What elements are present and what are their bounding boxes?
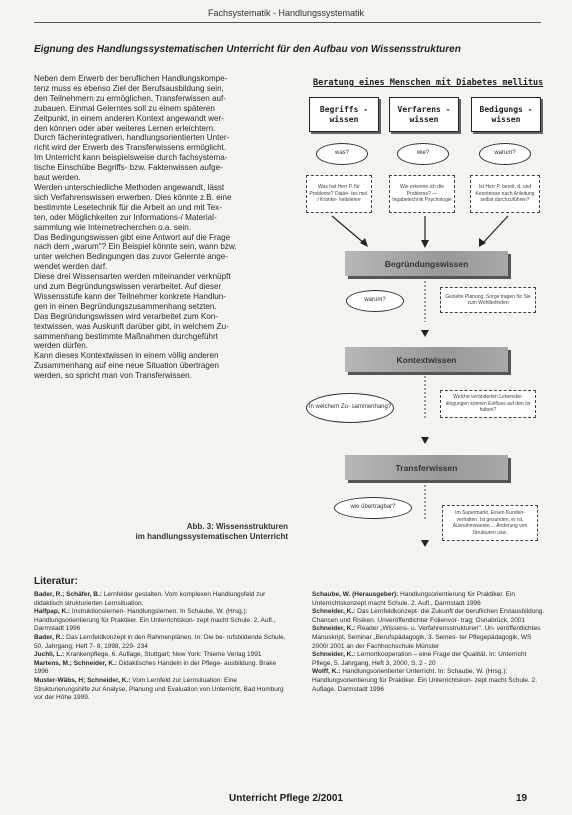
body-line: sammlung wie Internetrecherchen o.a. sein. (34, 222, 192, 232)
body-line: Zeitpunkt, in einem anderen Kontext angewandt wer- (34, 113, 224, 123)
body-text (34, 74, 292, 381)
reference-text: Instruktionslernen- Handlungslernen. In Schaube, W. (Hrsg.): Handlungsorientierung für Praktiker. Ein Unterrichtskon- zept macht Schule. 2. Aufl., Darmstadt 1996 (34, 608, 276, 633)
reference-author: Schaube, W. (Herausgeber): (312, 591, 399, 598)
box-label-line1: Verfarens - (397, 104, 451, 114)
body-line: Werden unterschiedliche Methoden angewandt, lässt (34, 182, 225, 192)
reference-entry (312, 625, 548, 651)
running-header: Fachsystematik - Handlungssystematik (207, 8, 365, 18)
reference-text: Krankenpflege, 6. Auflage, Stuttgart; New York: Thieme Verlag 1991 (64, 651, 262, 659)
box-label-line2: wissen (409, 114, 439, 124)
reference-entry (34, 608, 288, 634)
reference-text: Handlungsorientierung für Praktiker. Ein Unterrichtskonzept macht Schule. 2. Aufl., Darmstadt 1996 (312, 591, 516, 607)
body-line: bestimmte Lesetechnik für die Arbeit an und mit Tex- (34, 202, 222, 212)
banner-begruendungswissen: Begründungswissen (345, 251, 508, 276)
reference-text: Vom Lernfeld zur Lernsituation: Eine Strukturierungshilfe zur Analyse, Planung und Evaluation von Unterricht. Bad Homburg vor der Höhe 1999. (34, 676, 284, 702)
body-line: zubauen. Einmal Gelerntes soll zu einem späteren (34, 103, 215, 113)
body-line: werden, so spricht man von Transferwissen. (34, 371, 192, 381)
body-line: tenz muss es ebenso Ziel der Berufsausbildung sein, (34, 83, 224, 93)
header-rule (34, 22, 541, 23)
body-line: Durch fächerintegrativen, handlungsorientierten Unter- (34, 133, 230, 143)
body-line: Das Begründungswissen wird verarbeitet zum Kon- (34, 311, 218, 321)
reference-author: Martens, M.; Schneider, K.: (34, 659, 118, 667)
footer-journal: Unterricht Pflege 2/2001 (229, 793, 343, 804)
body-line: Neben dem Erwerb der beruflichen Handlungskompe- (34, 74, 228, 83)
reference-text: Das Lernfeldkonzept- die Zukunft der beruflichen Erstausbildung. Chancen und Risiken. Unveröffentlichter Folienvor- trag; Osnabrück, 2001 (312, 608, 545, 624)
reference-text: Handlungsorientierter Unterricht. In: Schaube, W. (Hrsg.): Handlungsorientierung für Praktiker. Ein Unterrichtskon- zept macht Schule. 2. Auflage. Darmstadt 1996 (312, 668, 538, 693)
reference-author: Schneider, K.: (312, 651, 356, 659)
box-label-line1: Begriffs - (319, 104, 369, 114)
reference-entry (312, 591, 548, 608)
knowledge-box-begriffswissen (309, 97, 379, 132)
reference-text: Das Lernfeldkonzept in den Rahmenplänen. In: Die be- rufsbildende Schule, 50. Jahrgang; Heft 7- 8, 1998, 229- 234 (34, 633, 286, 650)
body-line: gen in einen Begründungszusammenhang setzten. (34, 301, 217, 311)
reference-entry (312, 651, 548, 668)
reference-entry (34, 677, 288, 703)
body-line: Das Bedingungswissen gibt eine Antwort auf die Frage (34, 232, 231, 242)
banner-transferwissen: Transferwissen (345, 455, 508, 480)
box-label-line2: wissen (491, 114, 521, 124)
reference-author: Bader, R.: (34, 633, 65, 641)
reference-author: Schneider, K.: (312, 608, 356, 616)
question-oval-was: was? (316, 143, 368, 165)
body-line: Kann dieses Kontextwissen in einem völlig anderen (34, 351, 219, 361)
question-oval-stage3: wie übertragbar? (334, 497, 412, 519)
body-line: nach dem „warum"? Ein Beispiel könnte sein, wann bzw. (34, 242, 237, 252)
body-line: den können oder aber weiteres Lernen erleichtern. (34, 123, 216, 133)
reference-entry (34, 634, 288, 651)
diagram-heading: Beratung eines Menschen mit Diabetes mellitus (313, 78, 544, 88)
box-label-line1: Bedigungs - (479, 104, 533, 114)
literature-column-left (34, 591, 288, 703)
caption-line-2: im handlungssystematischen Unterricht (135, 532, 288, 541)
body-line: tische Einschübe Begriffs- bzw. Faktenwissen aufge- (34, 163, 223, 173)
body-line: richt wird der Erwerb des Transferwissens ermöglicht. (34, 143, 227, 153)
question-oval-stage1: warum? (346, 290, 404, 312)
reference-entry (312, 608, 548, 625)
banner-kontextwissen: Kontextwissen (345, 347, 508, 372)
article-title: Eignung des Handlungssystematischen Unterricht für den Aufbau von Wissensstrukturen (34, 44, 461, 55)
reference-entry (312, 668, 548, 694)
reference-author: Juchli, L.: (34, 651, 65, 659)
knowledge-box-bedingungswissen (471, 97, 541, 132)
reference-author: Bader, R.; Schäfer, B.: (34, 591, 102, 598)
page-number: 19 (516, 793, 528, 804)
body-line: baut werden. (34, 173, 81, 183)
reference-text: Didaktisches Handeln in der Pflege- ausbildung. Brake 1996 (34, 659, 277, 676)
body-line: textwissen, was Auskunft darüber gibt, in welchem Zu- (34, 321, 229, 331)
note-box-stage2: Welche veränderten Lebensbe- dingungen können Einfluss auf den Ist haben? (440, 390, 536, 418)
reference-text: Lernfelder gestalten. Vom komplexen Handlungsfeld zur didaktisch strukturierten Lernsituation. (34, 591, 266, 607)
example-box-2: Wie erkenne ich die Probleme? —Ingabetechnik Psychologie (389, 175, 455, 213)
literature-column-right (312, 591, 548, 694)
body-line: Zusammenhang auf eine neue Situation übertragen (34, 361, 219, 371)
reference-author: Muster-Wäbs, H; Schneider, K.: (34, 676, 131, 684)
reference-text: Lernortkooperation – eine Frage der Qualität. In: Unterricht Pflege, 5. Jahrgang, Heft 3, 2000, S. 2 - 20 (312, 651, 527, 667)
body-line: werden dürfen. (34, 341, 88, 351)
body-line: sich Verfahrenswissen erwerben. Dies könnte z.B. eine (34, 192, 232, 202)
reference-entry (34, 591, 288, 608)
knowledge-box-verfahrenswissen (389, 97, 459, 132)
reference-author: Schneider, K.: (312, 625, 356, 633)
note-box-stage1: Gezielte Planung, Sorge tragen für Sie zum Wohlbefinden (440, 287, 536, 313)
body-line: sammenhang bestimmte Maßnahmen durchgeführt (34, 331, 218, 341)
figure-caption (34, 522, 288, 542)
body-line: Im Unterricht kann beispielsweise durch fachsystema- (34, 153, 228, 163)
question-oval-wie: wie? (397, 143, 449, 165)
example-box-1: Was hat Herr P. für Probleme? Diabe- tes mel. / Kranke- heitslehre (306, 175, 372, 213)
body-line: wendet werden darf. (34, 262, 108, 272)
example-box-3: Ist Herr P. bereit, d. und Kenntnisse nach Anleitung selbst durchzuführen? (470, 175, 540, 213)
reference-author: Halfpap, K.: (34, 608, 71, 616)
literature-heading: Literatur: (34, 576, 78, 587)
reference-author: Wolff, K.: (312, 668, 341, 676)
box-label-line2: wissen (329, 114, 359, 124)
body-line: den Teilnehmern zu ermöglichen, Transferwissen auf- (34, 93, 226, 103)
body-line: und zum Begründungswissen verarbeitet. Auf dieser (34, 282, 222, 292)
question-oval-warum: warum? (479, 143, 531, 165)
note-box-stage3: Im Supermarkt, Essen Kunden- verhalten. Ist gesunden, er ist, Ausnahmsweise,... Änderung von Strukturen usw. (442, 505, 538, 541)
body-line: Wissensstufe kann der Teilnehmer konkrete Handlun- (34, 291, 226, 301)
body-line: unter welchen Bedingungen das zuvor Gelernte ange- (34, 252, 228, 262)
reference-entry (34, 660, 288, 677)
question-oval-stage2: In welchem Zu- sammenhang? (306, 393, 394, 423)
body-line: Diese drei Wissensarten werden miteinander verknüpft (34, 272, 231, 282)
caption-line-1: Abb. 3: Wissensstrukturen (186, 522, 288, 531)
reference-entry (34, 651, 288, 660)
reference-text: Reader „Wissens- u. Verfahrensstrukturen". Un- veröffentlichtes Manuskript, Seminar „Berufspädagogik, 3. Semes- ter Pflegepädagogik, WS 2000/ 2001 an der Fachhochschule Münster (312, 625, 541, 650)
body-line: ten, oder Möglichkeiten zur Informations-/ Material- (34, 212, 217, 222)
